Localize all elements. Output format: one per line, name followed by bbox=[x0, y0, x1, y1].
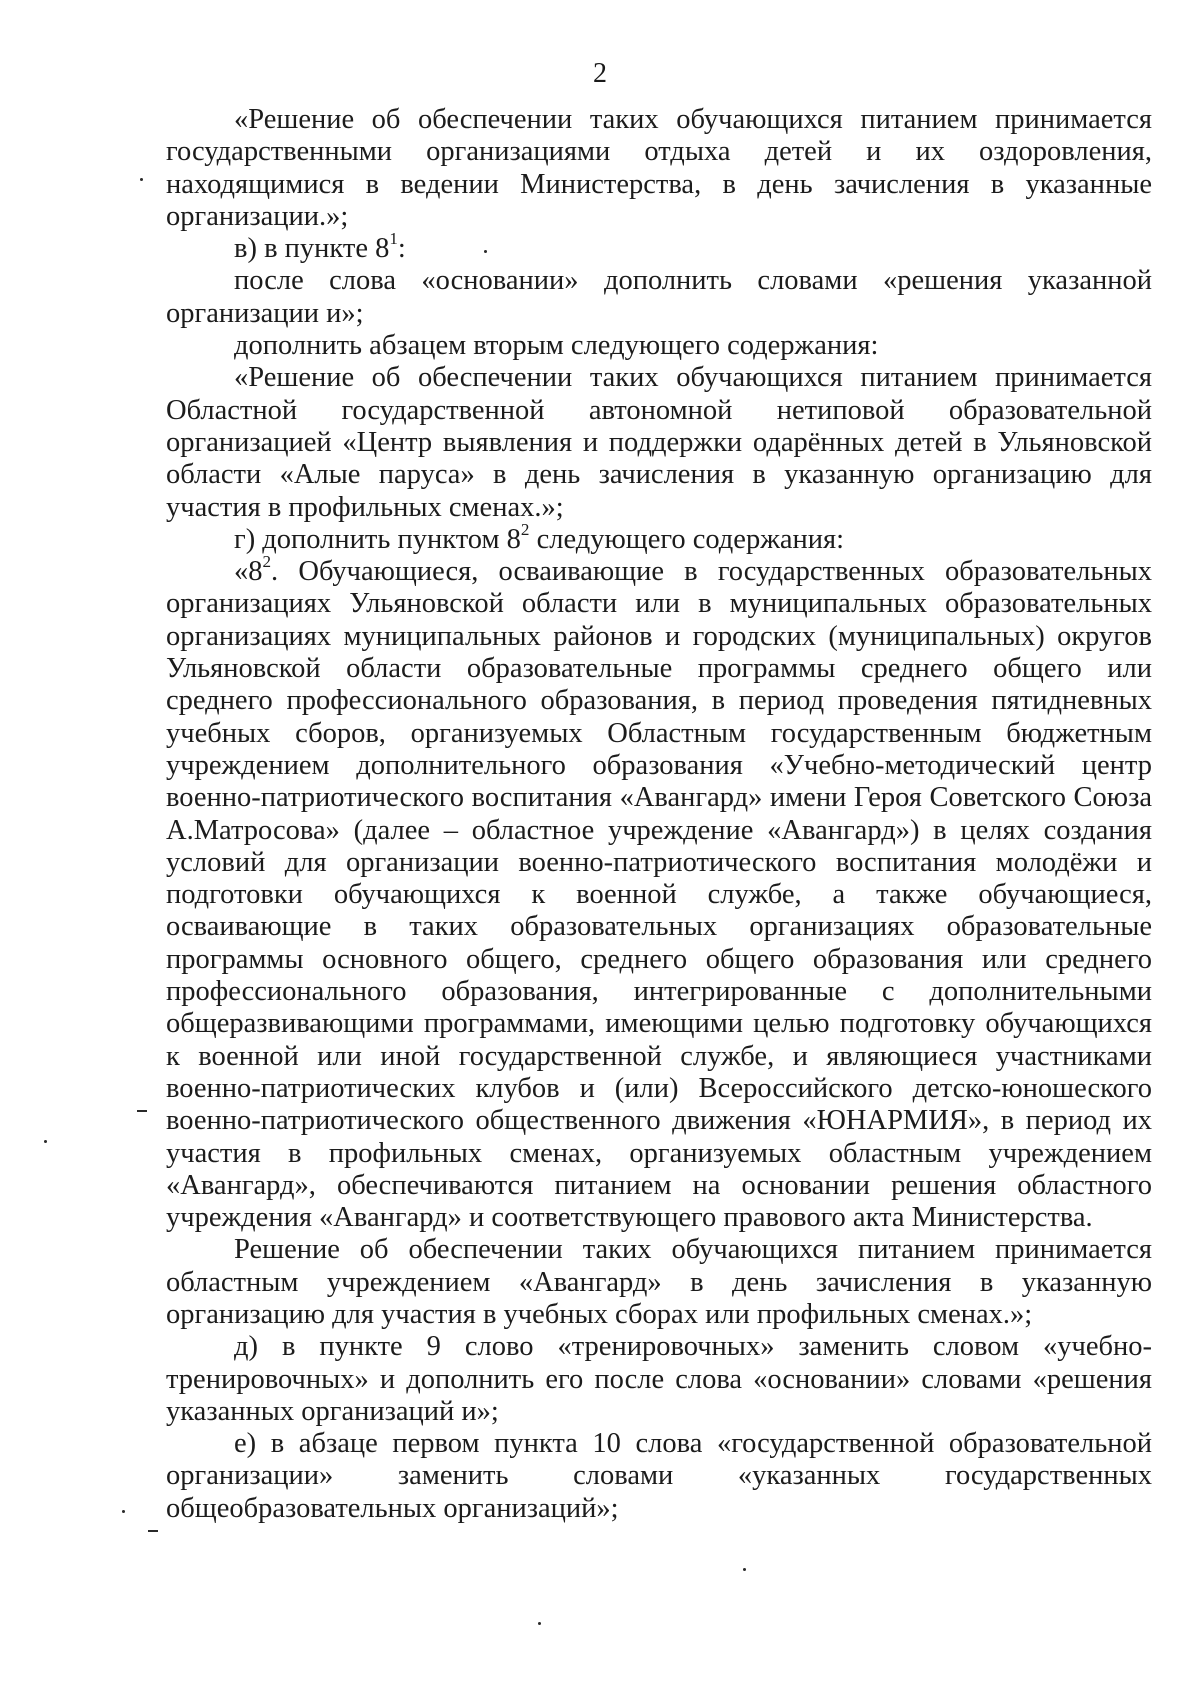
superscript: 1 bbox=[389, 229, 398, 249]
paragraph-text: «8 bbox=[234, 556, 263, 588]
paragraph bbox=[166, 229, 1152, 265]
scan-speck bbox=[538, 1622, 541, 1625]
paragraph: «Решение об обеспечении таких обучающихся питанием принимается государственными организациями отдыха детей и их оздоровления, находящимися в ведении Министерства, в день зачисления в указанные организации.»; bbox=[166, 104, 1152, 232]
paragraph: дополнить абзацем вторым следующего содержания: bbox=[234, 330, 879, 362]
paragraph: «Решение об обеспечении таких обучающихся питанием принимается Областной государственной автономной нетиповой образовательной организацией «Центр выявления и поддержки одарённых детей в Ульяновской области «Алые паруса» в день зачисления в указанную организацию для участия в профильных сменах.»; bbox=[166, 362, 1152, 523]
paragraph: Решение об обеспечении таких обучающихся питанием принимается областным учреждением «Авангард» в день зачисления в указанную организацию для участия в учебных сборах или профильных сменах.»; bbox=[166, 1234, 1152, 1330]
paragraph: после слова «основании» дополнить словами «решения указанной организации и»; bbox=[166, 265, 1152, 329]
scan-speck bbox=[484, 250, 487, 253]
paragraph-text: в) в пункте 8 bbox=[234, 233, 390, 265]
paragraph bbox=[166, 552, 1152, 1234]
paragraph-text: : bbox=[397, 233, 406, 265]
paragraph: д) в пункте 9 слово «тренировочных» заменить словом «учебно-тренировочных» и дополнить его после слова «основании» словами «решения указанных организаций и»; bbox=[166, 1331, 1152, 1427]
scan-speck bbox=[140, 178, 143, 181]
paragraph-text: следующего содержания: bbox=[529, 523, 845, 555]
superscript: 2 bbox=[520, 520, 530, 540]
paragraph bbox=[166, 520, 1152, 556]
document-body bbox=[166, 104, 1152, 1525]
superscript: 2 bbox=[262, 552, 272, 572]
scan-mark bbox=[148, 1530, 158, 1532]
paragraph: е) в абзаце первом пункта 10 слова «государственной образовательной организации» заменить словами «указанных государственных общеобразовательных организаций»; bbox=[166, 1428, 1152, 1524]
scan-speck bbox=[44, 1140, 47, 1143]
page-number: 2 bbox=[593, 58, 607, 89]
paragraph-text: г) дополнить пунктом 8 bbox=[234, 523, 521, 555]
paragraph-text: . Обучающиеся, осваивающие в государственных образовательных организациях Ульяновской области или в муниципальных образовательных организациях муниципальных районов и городских (муниципальных) округов Ульяновской области образовательные программы среднего общего или среднего профессионального образования, в период проведения пятидневных учебных сборов, организуемых Областным государственным бюджетным учреждением дополнительного образования «Учебно-методический центр военно-патриотического воспитания «Авангард» имени Героя Советского Союза А.Матросова» (далее – областное учреждение «Авангард») в целях создания условий для организации военно-патриотического воспитания молодёжи и подготовки обучающихся к военной службе, а также обучающиеся, осваивающие в таких образовательных организациях образовательные программы основного общего, среднего общего образования или среднего профессионального образования, интегрированные с дополнительными общеразвивающими программами, имеющими целью подготовку обучающихся к военной или иной государственной службе, и являющиеся участниками военно-патриотических клубов и (или) Всероссийского детско-юношеского военно-патриотического общественного движения «ЮНАРМИЯ», в период их участия в профильных сменах, организуемых областным учреждением «Авангард», обеспечиваются питанием на основании решения областного учреждения «Авангард» и соответствующего правового акта Министерства. bbox=[166, 556, 1152, 1234]
scan-mark bbox=[137, 1110, 147, 1112]
scan-speck bbox=[743, 1568, 746, 1571]
scan-speck bbox=[122, 1510, 125, 1513]
